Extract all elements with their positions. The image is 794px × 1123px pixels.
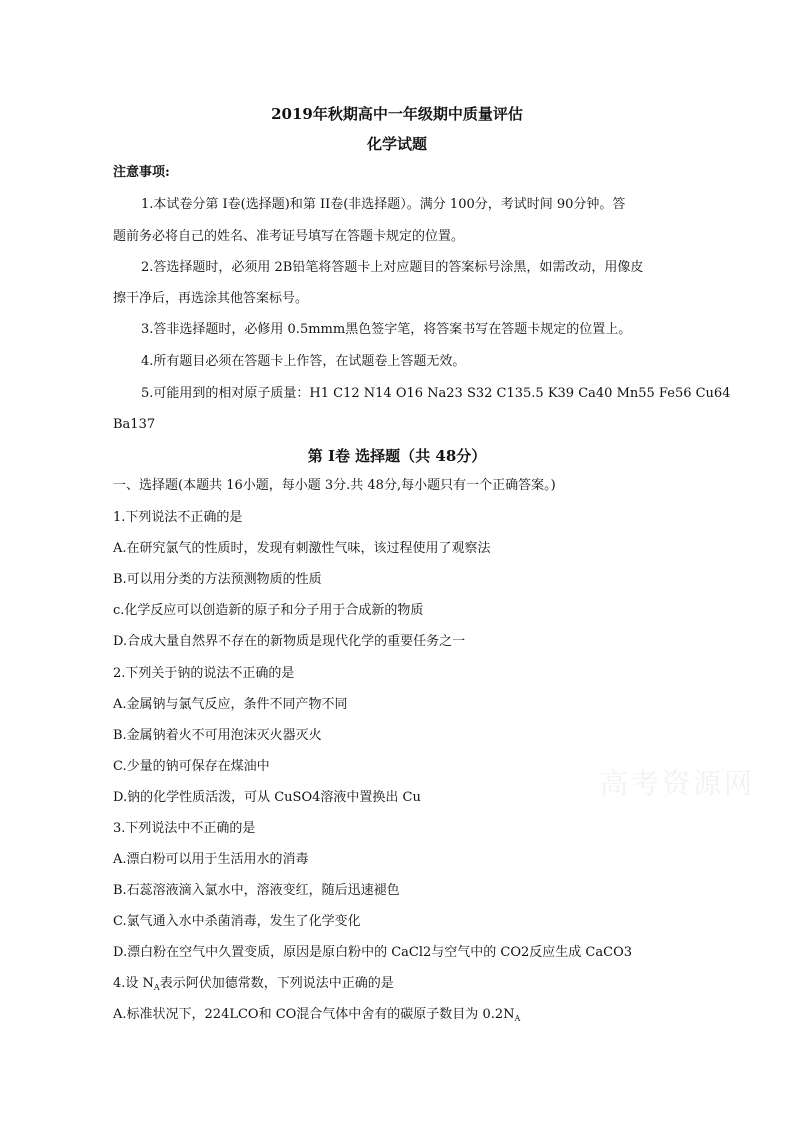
- question-4-option-a-subscript: A: [514, 1014, 521, 1023]
- note-4: 4.所有题目必须在答题卡上作答，在试题卷上答题无效。: [141, 354, 466, 369]
- question-1-option-d: D.合成大量自然界不存在的新物质是现代化学的重要任务之一: [113, 634, 466, 649]
- question-4-stem: [113, 975, 394, 997]
- question-3-option-d: D.漂白粉在空气中久置变质，原因是原白粉中的 CaCl2与空气中的 CO2反应生成 CaCO3: [113, 945, 633, 960]
- exam-subject: 化学试题: [366, 135, 427, 153]
- notes-heading: 注意事项:: [113, 165, 170, 180]
- question-4-stem-subscript: A: [153, 983, 160, 992]
- question-3-stem: 3.下列说法中不正确的是: [113, 821, 256, 836]
- section-title: 第 I卷 选择题（共 48分）: [307, 447, 487, 465]
- question-4-option-a: [113, 1006, 520, 1028]
- question-1-option-c: c.化学反应可以创造新的原子和分子用于合成新的物质: [113, 603, 424, 618]
- question-1-option-a: A.在研究氯气的性质时，发现有刺激性气味，该过程使用了观察法: [113, 541, 491, 556]
- question-4-stem-post: 表示阿伏加德常数，下列说法中正确的是: [159, 976, 394, 991]
- question-2-option-a: A.金属钠与氯气反应，条件不同产物不同: [113, 697, 348, 712]
- exam-title: 2019年秋期高中一年级期中质量评估: [271, 105, 523, 123]
- section-instruction: 一、选择题(本题共 16小题，每小题 3分.共 48分,每小题只有一个正确答案。): [113, 478, 556, 493]
- question-4-option-a-text: A.标准状况下，224LCO和 CO混合气体中舍有的碳原子数目为 0.2N: [113, 1007, 515, 1022]
- question-2-option-c: C.少量的钠可保存在煤油中: [113, 759, 270, 774]
- question-1-stem: 1.下列说法不正确的是: [113, 510, 243, 525]
- question-3-option-a: A.漂白粉可以用于生活用水的消毒: [113, 852, 309, 867]
- note-2-line-2: 擦干净后，再选涂其他答案标号。: [113, 291, 309, 306]
- note-1-line-2: 题前务必将自己的姓名、准考证号填写在答题卡规定的位置。: [113, 229, 465, 244]
- question-3-option-c: C.氯气通入水中杀菌消毒，发生了化学变化: [113, 914, 361, 929]
- note-5-line-2: Ba137: [113, 417, 156, 432]
- question-2-stem: 2.下列关于钠的说法不正确的是: [113, 666, 295, 681]
- question-1-option-b: B.可以用分类的方法预测物质的性质: [113, 572, 322, 587]
- note-5-line-1: 5.可能用到的相对原子质量：H1 C12 N14 O16 Na23 S32 C135.5 K39 Ca40 Mn55 Fe56 Cu64: [141, 386, 731, 401]
- note-1-line-1: 1.本试卷分第 I卷(选择题)和第 II卷(非选择题）。满分 100分，考试时间 90分钟。答: [141, 197, 626, 212]
- question-2-option-b: B.金属钠着火不可用泡沫灭火器灭火: [113, 728, 322, 743]
- question-3-option-b: B.石蕊溶液滴入氯水中，溶液变红，随后迅速褪色: [113, 883, 400, 898]
- note-3: 3.答非选择题时，必修用 0.5mmm黑色签字笔，将答案书写在答题卡规定的位置上。: [141, 322, 632, 337]
- watermark: 高考资源网: [600, 767, 756, 800]
- question-2-option-d: D.钠的化学性质活泼，可从 CuSO4溶液中置换出 Cu: [113, 790, 421, 805]
- note-2-line-1: 2.答选择题时，必须用 2B铅笔将答题卡上对应题目的答案标号涂黑，如需改动，用像皮: [141, 260, 644, 275]
- question-4-stem-pre: 4.设 N: [113, 976, 154, 991]
